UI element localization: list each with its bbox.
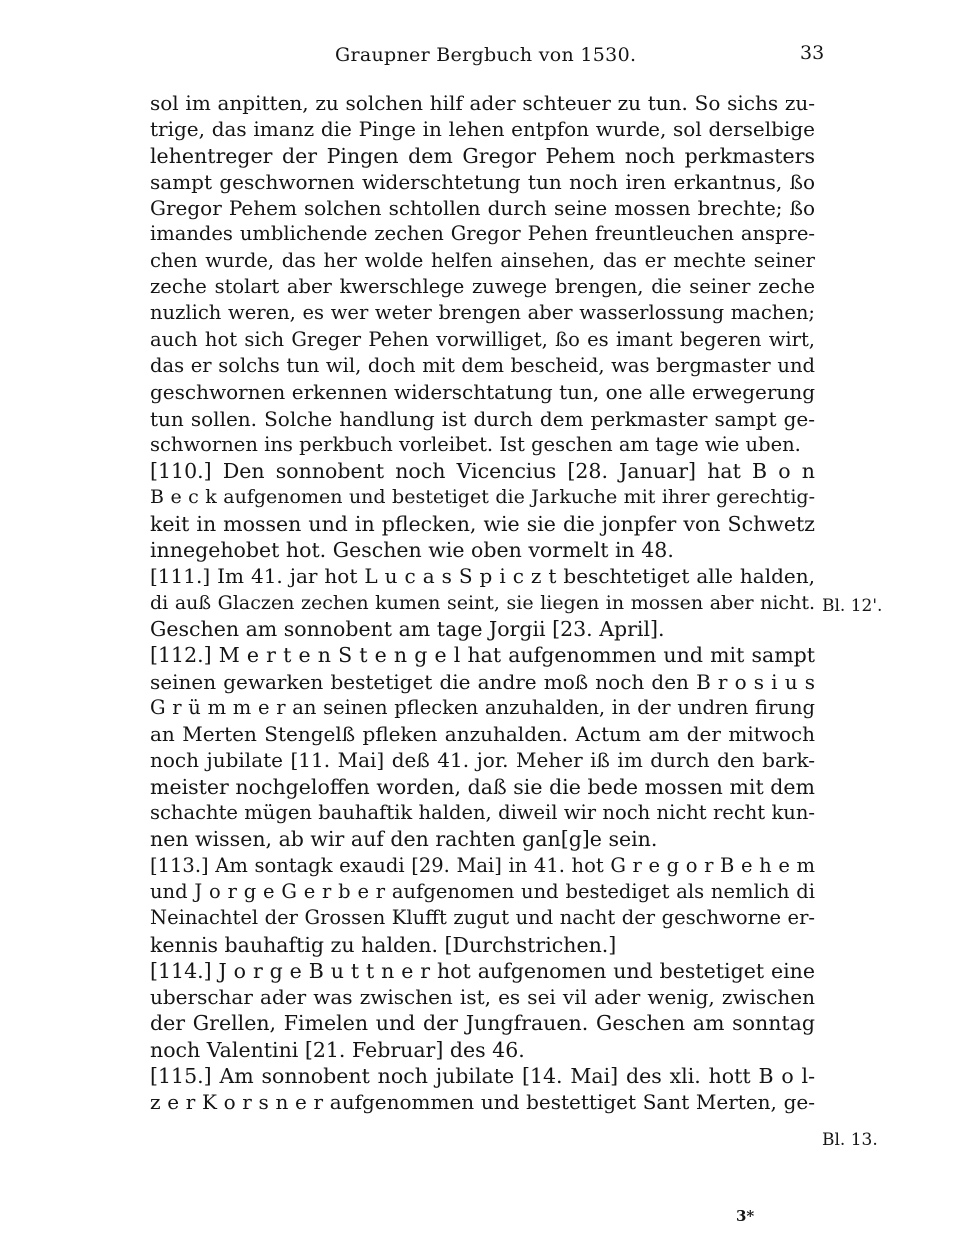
text-line: geschwornen erkennen widerschtatung tun, one alle erwegerung bbox=[150, 380, 815, 405]
text-line: uberschar ader was zwischen ist, es sei vil ader wenig, zwischen bbox=[150, 985, 815, 1010]
text-line: kennis bauhaftig zu halden. [Durchstrichen.] bbox=[150, 932, 617, 957]
text-line: keit in mossen und in pflecken, wie sie die jonpfer von Schwetz bbox=[150, 511, 815, 536]
entry-112-line: [112.] M e r t e n S t e n g e l hat aufgenommen und mit sampt bbox=[150, 643, 815, 668]
text-line: Neinachtel der Grossen Klufft zugut und nacht der geschworne er- bbox=[150, 906, 815, 930]
text-line: meister nochgeloffen worden, daß sie die bede mossen mit dem bbox=[150, 774, 815, 799]
text-line: G r ü m m e r an seinen pflecken anzuhalden, in der undren firung bbox=[150, 695, 815, 719]
text-line: noch jubilate [11. Mai] deß 41. jor. Meher iß im durch den bark- bbox=[150, 748, 815, 773]
text-line: Geschen am sonnobent am tage Jorgii [23. April]. bbox=[150, 616, 665, 641]
text-line: schachte mügen bauhaftik halden, diweil wir noch nicht recht kun- bbox=[150, 801, 815, 825]
margin-note: Bl. 13. bbox=[822, 1130, 878, 1150]
text-line: di auß Glaczen zechen kumen seint, sie liegen in mossen aber nicht. bbox=[150, 591, 815, 614]
text-line: z e r K o r s n e r aufgenommen und bestettiget Sant Merten, ge- bbox=[150, 1090, 815, 1115]
entry-111-line: [111.] Im 41. jar hot L u c a s S p i c z t beschtetiget alle halden, bbox=[150, 564, 815, 589]
text-line: lehentreger der Pingen dem Gregor Pehem noch perkmasters bbox=[150, 143, 815, 168]
text-line: sol im anpitten, zu solchen hilf ader schteuer zu tun. So sichs zu- bbox=[150, 91, 815, 115]
text-line: Gregor Pehem solchen schtollen durch seine mossen brechte; ßo bbox=[150, 196, 815, 221]
text-line: nen wissen, ab wir auf den rachten gan[g]e sein. bbox=[150, 827, 658, 852]
text-line: innegehobet hot. Geschen wie oben vormelt in 48. bbox=[150, 538, 674, 563]
text-line: chen wurde, das her wolde helfen ainsehen, das er mechte seiner bbox=[150, 248, 815, 272]
text-line: nuzlich weren, es wer weter brengen aber wasserlossung machen; bbox=[150, 301, 815, 325]
text-line: sampt geschwornen widerschtetung tun noch iren erkantnus, ßo bbox=[150, 169, 815, 194]
text-line: zeche stolart aber kwerschlege zuwege brengen, die seiner zeche bbox=[150, 275, 815, 299]
entry-115-line: [115.] Am sonnobent noch jubilate [14. Mai] des xli. hott B o l- bbox=[150, 1063, 815, 1088]
text-line: imandes umblichende zechen Gregor Pehen freuntleuchen anspre- bbox=[150, 222, 815, 246]
text-line: trige, das imanz die Pinge in lehen entpfon wurde, sol derselbige bbox=[150, 117, 815, 142]
text-line: das er solchs tun wil, doch mit dem bescheid, was bergmaster und bbox=[150, 353, 815, 377]
entry-114-line: [114.] J o r g e B u t t n e r hot aufgenomen und bestetiget eine bbox=[150, 958, 815, 983]
text-line: auch hot sich Greger Pehen vorwilliget, ßo es imant begeren wirt, bbox=[150, 327, 815, 351]
page-number: 33 bbox=[800, 42, 825, 64]
entry-113-line: [113.] Am sontagk exaudi [29. Mai] in 41. hot G r e g o r B e h e m bbox=[150, 853, 815, 877]
entry-110-line: [110.] Den sonnobent noch Vicencius [28. Januar] hat B o n bbox=[150, 459, 815, 484]
running-title: Graupner Bergbuch von 1530. bbox=[335, 44, 637, 66]
text-line: an Merten Stengelß pfleken anzuhalden. Actum am der mitwoch bbox=[150, 722, 815, 747]
text-line: tun sollen. Solche handlung ist durch dem perkmaster sampt ge- bbox=[150, 406, 815, 431]
text-line: seinen gewarken bestetiget die andre moß noch den B r o s i u s bbox=[150, 669, 815, 694]
signature-mark: 3* bbox=[736, 1207, 755, 1225]
text-line: und J o r g e G e r b e r aufgenomen und bestediget als nemlich di bbox=[150, 879, 815, 903]
margin-note: Bl. 12'. bbox=[822, 596, 883, 616]
body-text bbox=[150, 90, 815, 1116]
text-line: schwornen ins perkbuch vorleibet. Ist geschen am tage wie uben. bbox=[150, 432, 801, 456]
text-line: noch Valentini [21. Februar] des 46. bbox=[150, 1037, 525, 1062]
running-header bbox=[150, 42, 825, 74]
text-line: der Grellen, Fimelen und der Jungfrauen. Geschen am sonntag bbox=[150, 1011, 815, 1036]
text-line: B e c k aufgenomen und bestetiget die Jarkuche mit ihrer gerechtig- bbox=[150, 486, 815, 509]
